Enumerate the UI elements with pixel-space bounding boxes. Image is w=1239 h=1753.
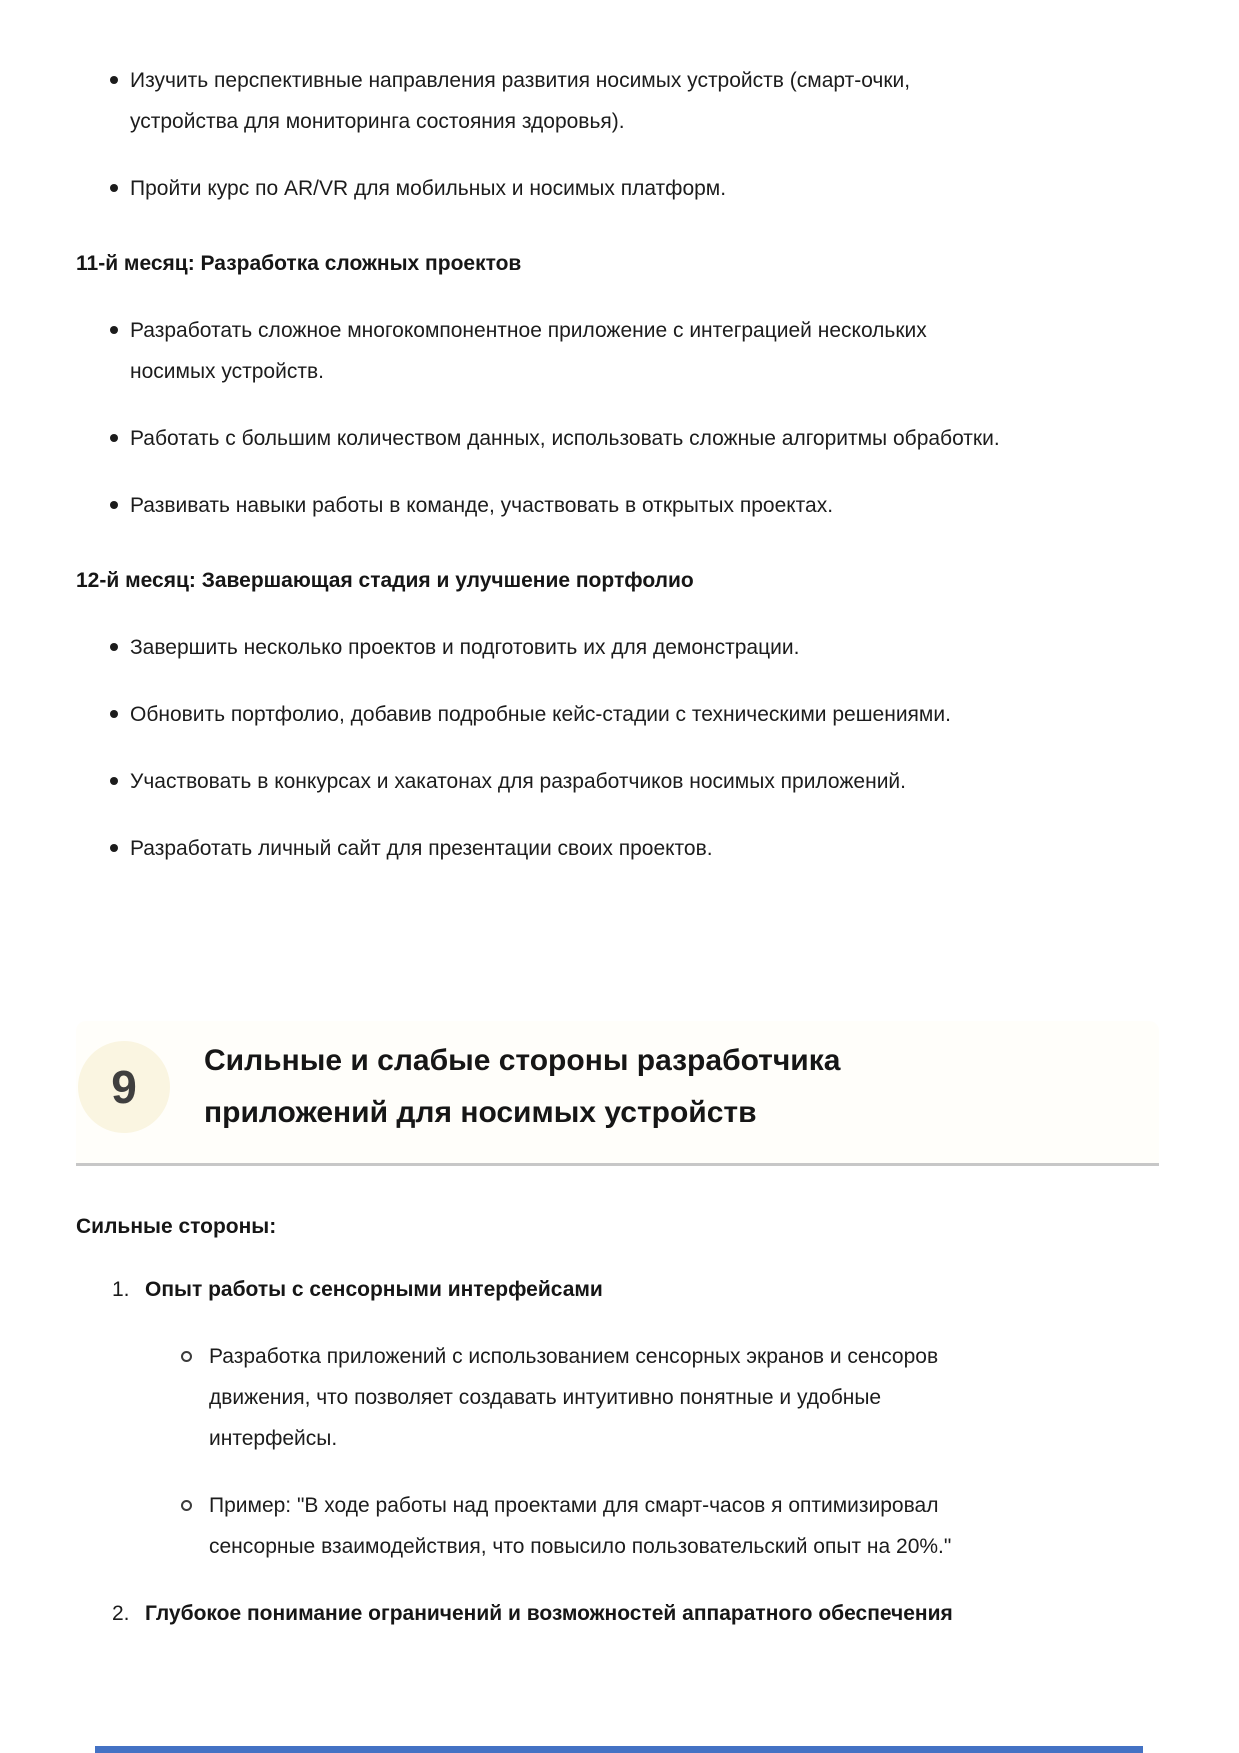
bullet-icon — [110, 710, 118, 718]
bullet-icon — [110, 434, 118, 442]
month-11-bullet-list — [76, 310, 1159, 526]
strength-item-number: 1. — [112, 1278, 130, 1301]
list-item-text: Работать с большим количеством данных, использовать сложные алгоритмы обработки. — [130, 427, 1000, 450]
bottom-accent-bar — [95, 1746, 1143, 1753]
strength-item — [76, 1593, 1125, 1634]
hollow-bullet-icon — [181, 1351, 192, 1362]
list-item — [76, 485, 1000, 526]
list-item-text: Завершить несколько проектов и подготовить их для демонстрации. — [130, 636, 800, 659]
bullet-icon — [110, 643, 118, 651]
list-item-text: Пройти курс по AR/VR для мобильных и носимых платформ. — [130, 177, 727, 200]
list-item-text: Развивать навыки работы в команде, участвовать в открытых проектах. — [130, 494, 834, 517]
sub-list-item — [145, 1485, 999, 1567]
bullet-icon — [110, 777, 118, 785]
month-11-heading: 11-й месяц: Разработка сложных проектов — [76, 252, 522, 275]
list-item-text: Изучить перспективные направления развития носимых устройств (смарт-очки, устройства для мониторинга состояния здоровья). — [130, 69, 911, 133]
hollow-bullet-icon — [181, 1500, 192, 1511]
section-number-badge: 9 — [78, 1041, 170, 1133]
strengths-list — [76, 1269, 1159, 1634]
bullet-icon — [110, 844, 118, 852]
month-12-heading: 12-й месяц: Завершающая стадия и улучшение портфолио — [76, 569, 694, 592]
strength-sub-list — [145, 1336, 1125, 1567]
strength-item-number: 2. — [112, 1602, 130, 1625]
list-item — [76, 627, 1000, 668]
strengths-heading: Сильные стороны: — [76, 1215, 277, 1238]
list-item — [76, 168, 1000, 209]
list-item-text: Разработать личный сайт для презентации своих проектов. — [130, 837, 713, 860]
list-item — [76, 60, 1000, 142]
intro-bullet-list — [76, 60, 1159, 209]
bullet-icon — [110, 501, 118, 509]
list-item-text: Участвовать в конкурсах и хакатонах для разработчиков носимых приложений. — [130, 770, 906, 793]
list-item-text: Разработать сложное многокомпонентное приложение с интеграцией нескольких носимых устройств. — [130, 319, 927, 383]
list-item — [76, 694, 1000, 735]
bullet-icon — [110, 76, 118, 84]
list-item — [76, 761, 1000, 802]
section-title: Сильные и слабые стороны разработчика приложений для носимых устройств — [204, 1044, 841, 1129]
strength-item — [76, 1269, 1125, 1567]
bullet-icon — [110, 326, 118, 334]
strength-item-title: Опыт работы с сенсорными интерфейсами — [145, 1278, 603, 1301]
sub-list-item — [145, 1336, 999, 1459]
list-item — [76, 418, 1000, 459]
list-item-text: Обновить портфолио, добавив подробные кейс-стадии с техническими решениями. — [130, 703, 951, 726]
month-12-bullet-list — [76, 627, 1159, 869]
sub-list-item-text: Пример: "В ходе работы над проектами для смарт-часов я оптимизировал сенсорные взаимодействия, что повысило пользовательский опыт на 20%." — [209, 1494, 952, 1558]
bullet-icon — [110, 184, 118, 192]
section-header — [76, 1021, 1159, 1166]
sub-list-item-text: Разработка приложений с использованием сенсорных экранов и сенсоров движения, что позволяет создавать интуитивно понятные и удобные интерфейсы. — [209, 1345, 939, 1450]
list-item — [76, 828, 1000, 869]
list-item — [76, 310, 1000, 392]
strength-item-title: Глубокое понимание ограничений и возможностей аппаратного обеспечения — [145, 1602, 953, 1625]
